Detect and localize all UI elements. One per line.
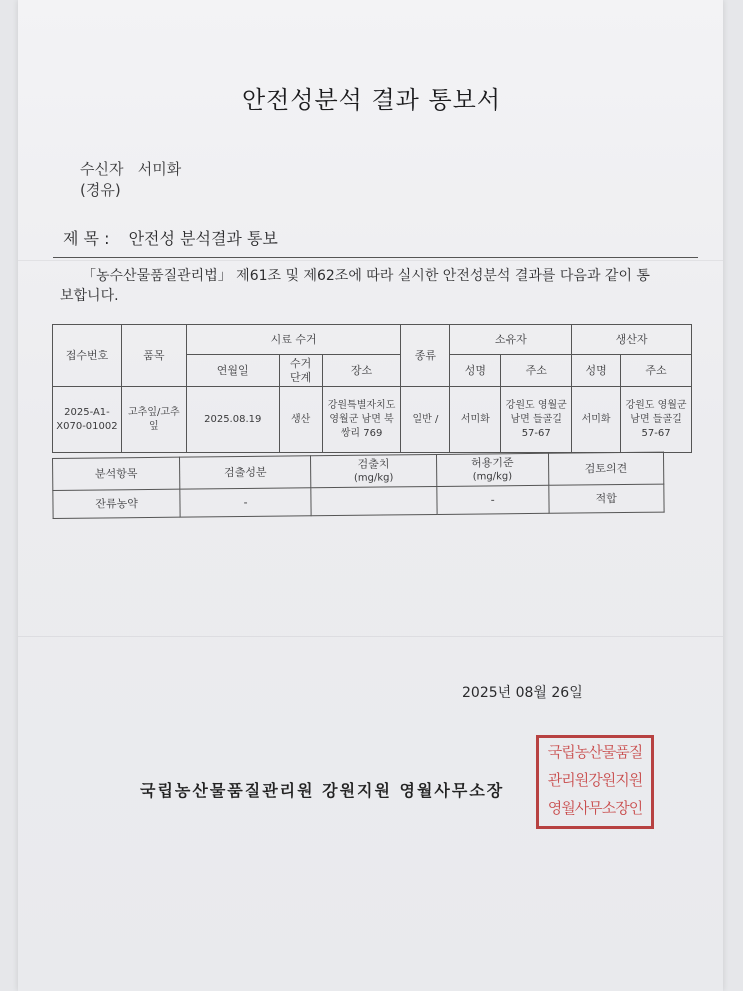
cell-owner-address: 강원도 영월군 남면 들골길 57-67 <box>501 387 572 453</box>
seal-line: 국립농산물품질 <box>547 743 643 761</box>
cell-place: 강원특별자치도 영월군 남면 북쌍리 769 <box>322 387 401 453</box>
recipient-row <box>80 158 181 179</box>
cell-type: 일반 / <box>401 387 450 453</box>
document-title: 안전성분석 결과 통보서 <box>241 86 502 114</box>
header-opinion: 검토의견 <box>548 452 664 485</box>
subject-label: 제 목 : <box>63 229 110 248</box>
cell-analysis-item: 잔류농약 <box>53 489 180 518</box>
seal-line: 영월사무소장인 <box>547 799 643 817</box>
header-component: 검출성분 <box>180 456 311 489</box>
header-collection: 시료 수거 <box>186 325 401 355</box>
issuer-name: 국립농산물품질관리원 강원지원 영월사무소장 <box>140 781 505 800</box>
header-detected <box>311 454 437 487</box>
sample-table <box>52 324 692 453</box>
header-owner-name: 성명 <box>450 355 501 387</box>
cell-producer-name: 서미화 <box>572 387 621 453</box>
header-producer: 생산자 <box>572 325 692 355</box>
header-item: 품목 <box>121 325 186 387</box>
issue-date: 2025년 08월 26일 <box>462 685 583 701</box>
seal-line: 관리원강원지원 <box>547 771 643 789</box>
table-row <box>53 387 692 453</box>
result-table <box>52 452 665 519</box>
cell-detected <box>311 486 437 515</box>
subject-value: 안전성 분석결과 통보 <box>128 229 278 248</box>
header-place: 장소 <box>322 355 401 387</box>
header-type: 종류 <box>401 325 450 387</box>
header-limit-unit: (mg/kg) <box>472 470 513 483</box>
subject-row <box>63 226 278 249</box>
cell-receipt-no: 2025-A1-X070-01002 <box>53 387 122 453</box>
paper-fold <box>18 636 723 637</box>
recipient-label: 수신자 <box>80 160 124 178</box>
header-producer-name: 성명 <box>572 355 621 387</box>
body-paragraph: 「농수산물품질관리법」 제61조 및 제62조에 따라 실시한 안전성분석 결과를 다음과 같이 통보합니다. <box>60 268 650 304</box>
header-limit <box>436 453 548 486</box>
header-date: 연월일 <box>186 355 279 387</box>
header-detected-label: 검출치 <box>357 456 390 471</box>
header-analysis-item: 분석항목 <box>53 457 180 490</box>
cell-stage: 생산 <box>279 387 322 453</box>
table-row <box>53 484 664 518</box>
recipient-name: 서미화 <box>137 160 182 178</box>
header-producer-address: 주소 <box>621 355 692 387</box>
official-seal <box>536 735 654 829</box>
header-stage: 수거 단계 <box>279 355 322 387</box>
header-owner-address: 주소 <box>501 355 572 387</box>
cell-owner-name: 서미화 <box>450 387 501 453</box>
cell-opinion: 적합 <box>548 484 664 513</box>
divider <box>53 257 698 258</box>
paper-fold <box>18 260 723 261</box>
cell-producer-address: 강원도 영월군 남면 들골길 57-67 <box>621 387 692 453</box>
header-limit-label: 허용기준 <box>470 455 514 470</box>
cell-date: 2025.08.19 <box>186 387 279 453</box>
via-label: (경유) <box>80 181 121 199</box>
cell-limit: - <box>437 485 549 514</box>
header-receipt-no: 접수번호 <box>53 325 122 387</box>
cell-item: 고추잎/고추잎 <box>121 387 186 453</box>
header-owner: 소유자 <box>450 325 572 355</box>
header-detected-unit: (mg/kg) <box>353 471 394 484</box>
cell-component: - <box>180 488 311 517</box>
